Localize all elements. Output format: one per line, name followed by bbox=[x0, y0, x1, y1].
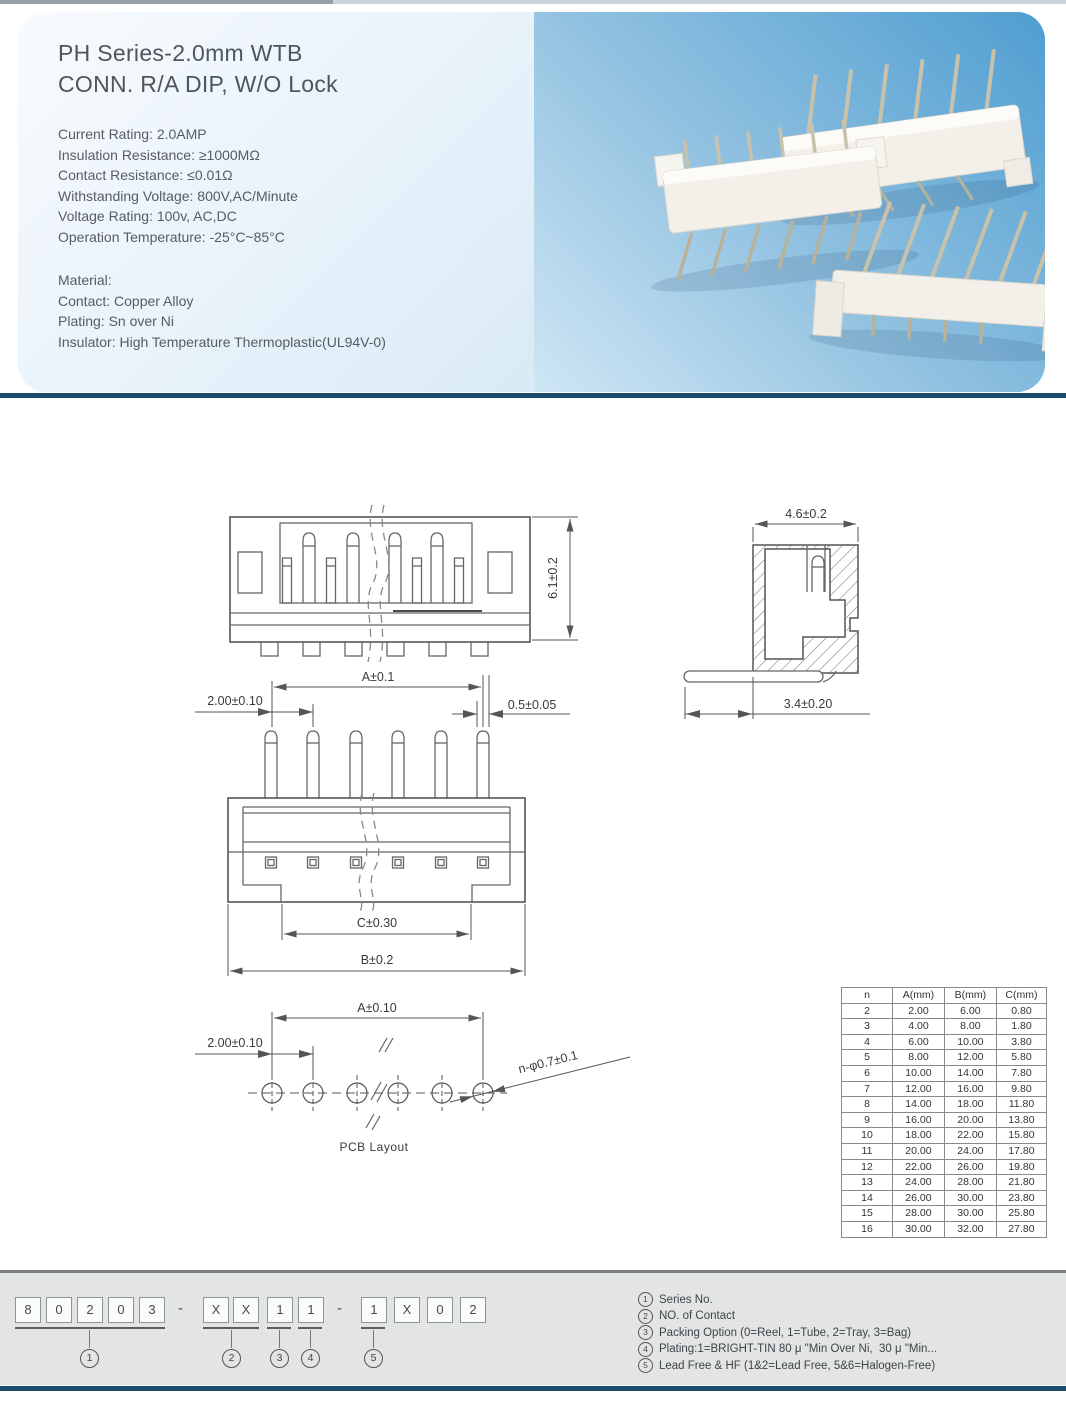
dimension-table-body bbox=[842, 1003, 1047, 1237]
col-header-b: B(mm) bbox=[944, 988, 996, 1004]
dimension-table bbox=[841, 987, 1047, 1238]
table-row: 7 12.00 16.00 9.80 bbox=[842, 1081, 1047, 1097]
table-row: 3 4.00 8.00 1.80 bbox=[842, 1019, 1047, 1035]
pcb-break-marks bbox=[366, 1038, 393, 1130]
pn-callout-4: 4 bbox=[301, 1349, 320, 1368]
part-number-strip bbox=[0, 1273, 1066, 1385]
pcb-span-dimension bbox=[272, 1012, 483, 1080]
pn-callout-3: 3 bbox=[270, 1349, 289, 1368]
pn-callout-5: 5 bbox=[364, 1349, 383, 1368]
col-header-n: n bbox=[842, 988, 893, 1004]
pn-leader-4 bbox=[310, 1330, 311, 1348]
legend-text-2: NO. of Contact bbox=[659, 1310, 736, 1322]
connector-image bbox=[634, 112, 921, 300]
spec-current-rating: Current Rating: 2.0AMP bbox=[58, 126, 207, 142]
spec-voltage-rating: Voltage Rating: 100v, AC,DC bbox=[58, 208, 237, 224]
pn-box-middle-1: X bbox=[203, 1297, 229, 1323]
material-heading: Material: bbox=[58, 272, 112, 288]
front-view-feet bbox=[261, 642, 488, 656]
pn-box-prefix-3: 2 bbox=[77, 1297, 103, 1323]
legend-text-1: Series No. bbox=[659, 1293, 713, 1306]
top-view-overall-label: B±0.2 bbox=[360, 953, 394, 967]
legend-circle-5: 5 bbox=[638, 1358, 653, 1373]
pn-box-suffix-4: 2 bbox=[460, 1297, 486, 1323]
legend-text-3: Packing Option (0=Reel, 1=Tube, 2=Tray, 3=Bag) bbox=[659, 1326, 912, 1339]
part-number-legend bbox=[638, 1293, 937, 1376]
table-row: 16 30.00 32.00 27.80 bbox=[842, 1221, 1047, 1237]
legend-circle-4: 4 bbox=[638, 1342, 653, 1357]
pn-underline-5 bbox=[361, 1327, 385, 1329]
pn-box-suffix-2: X bbox=[394, 1297, 420, 1323]
side-view-depth-label: 3.4±0.20 bbox=[783, 697, 833, 711]
table-row: 8 14.00 18.00 11.80 bbox=[842, 1097, 1047, 1113]
pn-underline-3 bbox=[267, 1327, 291, 1329]
spec-withstanding: Withstanding Voltage: 800V,AC/Minute bbox=[58, 187, 298, 204]
front-view-drawing bbox=[230, 505, 578, 662]
legend-item-2 bbox=[638, 1310, 937, 1323]
pn-box-middle-3: 1 bbox=[267, 1297, 293, 1323]
spec-insulation: Insulation Resistance: ≥1000MΩ bbox=[58, 146, 260, 163]
pn-underline-1 bbox=[15, 1327, 165, 1329]
pn-leader-3 bbox=[279, 1330, 280, 1348]
side-view-width-dimension bbox=[753, 524, 858, 542]
pn-box-middle-2: X bbox=[233, 1297, 259, 1323]
material-plating: Plating: Sn over Ni bbox=[58, 313, 174, 329]
pn-box-middle-4: 1 bbox=[298, 1297, 324, 1323]
table-row: 11 20.00 24.00 17.80 bbox=[842, 1143, 1047, 1159]
pn-callout-2: 2 bbox=[222, 1349, 241, 1368]
page-title bbox=[58, 38, 338, 100]
pn-box-prefix-1: 8 bbox=[15, 1297, 41, 1323]
product-photo bbox=[534, 12, 1045, 392]
col-header-c: C(mm) bbox=[996, 988, 1046, 1004]
side-view-depth-dimension bbox=[685, 677, 870, 719]
spec-contact: Contact Resistance: ≤0.01Ω bbox=[58, 167, 233, 183]
table-row: 13 24.00 28.00 21.80 bbox=[842, 1175, 1047, 1191]
legend-item-3 bbox=[638, 1326, 937, 1339]
pcb-pitch-dimension bbox=[195, 1046, 313, 1080]
top-view-span-label: A±0.1 bbox=[361, 670, 395, 684]
footer-rule bbox=[0, 1386, 1066, 1391]
pcb-hole-diameter-label: n-φ0.7±0.1 bbox=[516, 1047, 580, 1077]
front-view-short-pins bbox=[283, 558, 464, 603]
legend-text-5: Lead Free & HF (1&2=Lead Free, 5&6=Halogen-Free) bbox=[659, 1359, 936, 1372]
side-view-drawing bbox=[684, 507, 870, 719]
pcb-layout-caption: PCB Layout bbox=[339, 1140, 409, 1154]
dimension-table-header-row bbox=[842, 988, 1047, 1004]
pcb-hole-centerlines bbox=[248, 1075, 507, 1111]
side-view-width-label: 4.6±0.2 bbox=[785, 507, 827, 521]
legend-circle-3: 3 bbox=[638, 1325, 653, 1340]
page-top-edge-dark bbox=[0, 0, 333, 4]
material-insulator: Insulator: High Temperature Thermoplastic(UL94V-0) bbox=[58, 333, 386, 350]
top-view-pin-width-label: 0.5±0.05 bbox=[507, 698, 557, 712]
front-view-height-label: 6.1±0.2 bbox=[546, 557, 560, 599]
table-row: 6 10.00 14.00 7.80 bbox=[842, 1065, 1047, 1081]
col-header-a: A(mm) bbox=[892, 988, 944, 1004]
top-view-inner-label: C±0.30 bbox=[356, 916, 398, 930]
table-row: 4 6.00 10.00 3.80 bbox=[842, 1034, 1047, 1050]
spec-list bbox=[58, 124, 298, 247]
table-row: 12 22.00 26.00 19.80 bbox=[842, 1159, 1047, 1175]
top-view-drawing bbox=[195, 670, 570, 976]
table-row: 10 18.00 22.00 15.80 bbox=[842, 1128, 1047, 1144]
legend-circle-2: 2 bbox=[638, 1309, 653, 1324]
legend-item-5 bbox=[638, 1359, 937, 1372]
table-row: 5 8.00 12.00 5.80 bbox=[842, 1050, 1047, 1066]
pn-underline-2 bbox=[203, 1327, 259, 1329]
page-top-edge-light bbox=[333, 0, 1066, 4]
top-view-pins bbox=[265, 731, 489, 798]
pn-leader-2 bbox=[231, 1330, 232, 1348]
page-title-line1: PH Series-2.0mm WTB bbox=[58, 40, 303, 66]
pn-box-prefix-5: 3 bbox=[139, 1297, 165, 1323]
pn-leader-5 bbox=[373, 1330, 374, 1348]
page-title-line2: CONN. R/A DIP, W/O Lock bbox=[58, 71, 338, 97]
table-row: 2 2.00 6.00 0.80 bbox=[842, 1003, 1047, 1019]
legend-text-4: Plating:1=BRIGHT-TIN 80 μ "Min Over Ni, 30 μ "Min... bbox=[659, 1343, 938, 1355]
pn-box-suffix-1: 1 bbox=[361, 1297, 387, 1323]
legend-item-4 bbox=[638, 1343, 937, 1356]
pn-callout-1: 1 bbox=[80, 1349, 99, 1368]
pn-box-prefix-2: 0 bbox=[46, 1297, 72, 1323]
spec-operation-temp: Operation Temperature: -25°C~85°C bbox=[58, 228, 285, 245]
pn-box-prefix-4: 0 bbox=[108, 1297, 134, 1323]
table-row: 15 28.00 30.00 25.80 bbox=[842, 1206, 1047, 1222]
pn-dash-1: - bbox=[178, 1300, 183, 1317]
material-list bbox=[58, 270, 386, 352]
material-contact: Contact: Copper Alloy bbox=[58, 292, 194, 309]
pn-underline-4 bbox=[298, 1327, 322, 1329]
table-row: 9 16.00 20.00 13.80 bbox=[842, 1112, 1047, 1128]
legend-circle-1: 1 bbox=[638, 1292, 653, 1307]
pcb-span-label: A±0.10 bbox=[357, 1001, 397, 1015]
header-divider-rule bbox=[0, 393, 1066, 398]
table-row: 14 26.00 30.00 23.80 bbox=[842, 1190, 1047, 1206]
legend-item-1 bbox=[638, 1293, 937, 1306]
header-card bbox=[18, 12, 1045, 392]
pcb-layout-drawing bbox=[195, 1001, 630, 1154]
pn-box-suffix-3: 0 bbox=[427, 1297, 453, 1323]
product-photo-illustration bbox=[534, 12, 1045, 392]
pn-leader-1 bbox=[89, 1330, 90, 1348]
pcb-pitch-label: 2.00±0.10 bbox=[207, 1036, 263, 1050]
top-view-pitch-label: 2.00±0.10 bbox=[207, 694, 263, 708]
pn-dash-2: - bbox=[337, 1300, 342, 1317]
